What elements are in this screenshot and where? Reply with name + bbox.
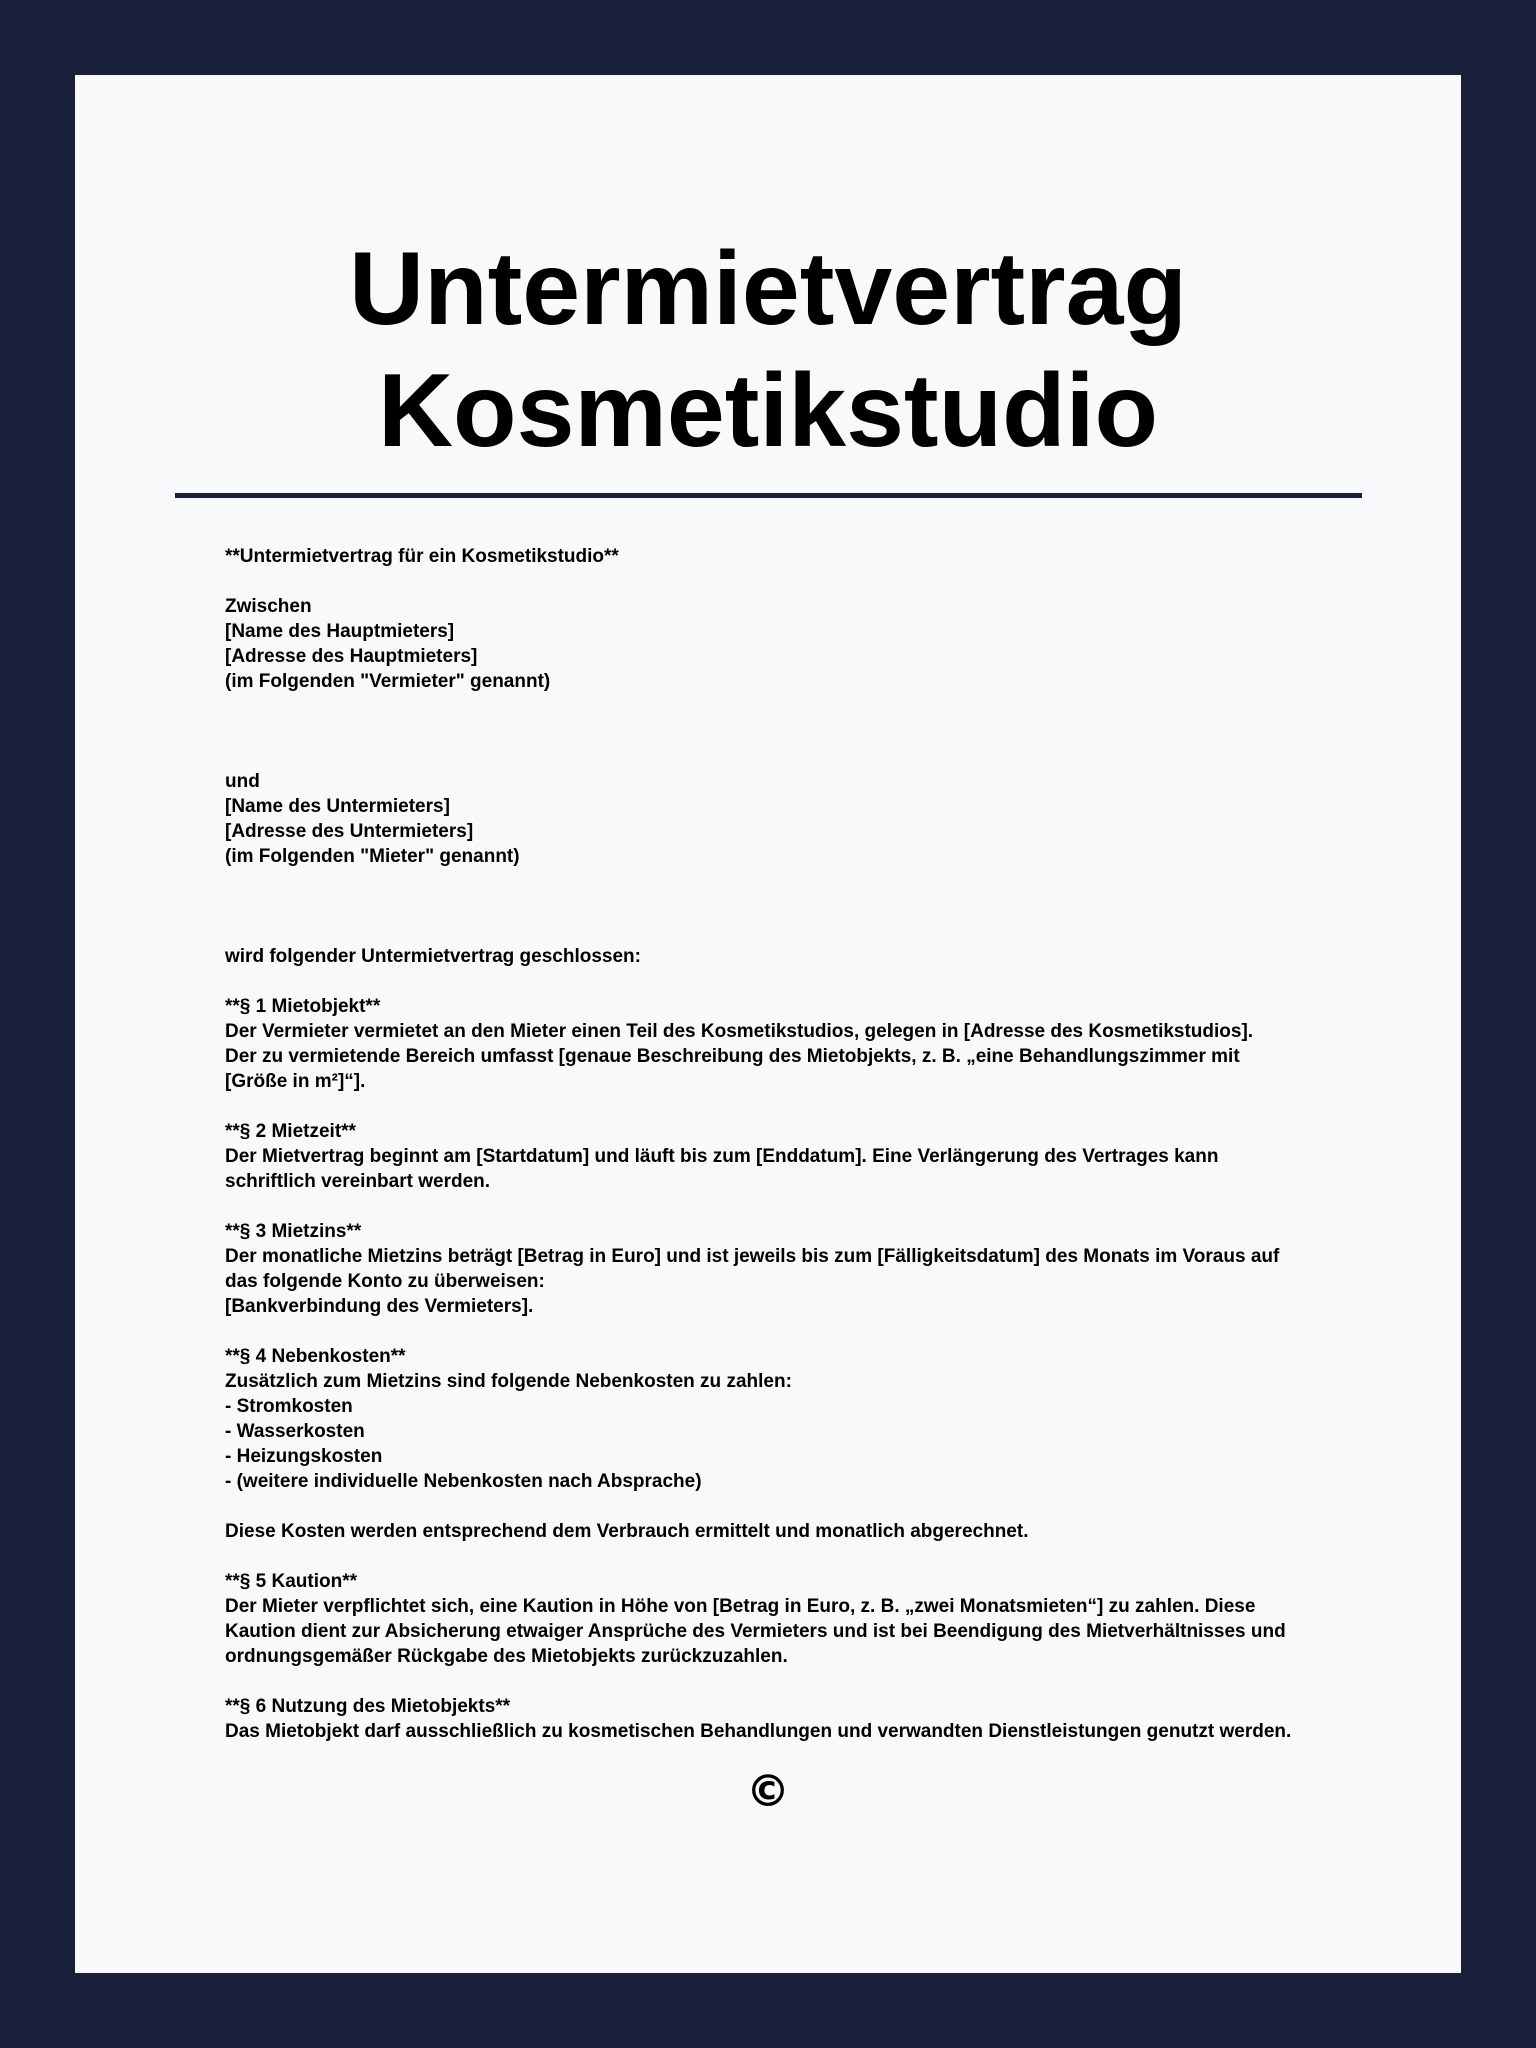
copyright-icon: © <box>746 1766 790 1817</box>
title-divider <box>175 493 1362 498</box>
title-line-2: Kosmetikstudio <box>377 353 1159 469</box>
title-line-1: Untermietvertrag <box>348 231 1188 347</box>
contract-body: **Untermietvertrag für ein Kosmetikstudio** Zwischen [Name des Hauptmieters] [Adresse des Hauptmieters] (im Folgenden "Vermieter" genannt) und [Name des Untermieters] [Adresse des Untermieters] (im Folgenden "Mieter" genannt) wird folgender Untermietvertrag geschlossen: **§ 1 Mietobjekt** Der Vermieter vermietet an den Mieter einen Teil des Kosmetikstudios, gelegen in [Adresse des Kosmetikstudios]. Der zu vermietende Bereich umfasst [genaue Beschreibung des Mietobjekts, z. B. „eine Behandlungszimmer mit [Größe in m²]“]. **§ 2 Mietzeit** Der Mietvertrag beginnt am [Startdatum] und läuft bis zum [Enddatum]. Eine Verlängerung des Vertrages kann schriftlich vereinbart werden. **§ 3 Mietzins** Der monatliche Mietzins beträgt [Betrag in Euro] und ist jeweils bis zum [Fälligkeitsdatum] des Monats im Voraus auf das folgende Konto zu überweisen: [Bankverbindung des Vermieters]. **§ 4 Nebenkosten** Zusätzlich zum Mietzins sind folgende Nebenkosten zu zahlen: - Stromkosten - Wasserkosten - Heizungskosten - (weitere individuelle Nebenkosten nach Absprache) Diese Kosten werden entsprechend dem Verbrauch ermittelt und monatlich abgerechnet. **§ 5 Kaution** Der Mieter verpflichtet sich, eine Kaution in Höhe von [Betrag in Euro, z. B. „zwei Monatsmieten“] zu zahlen. Diese Kaution dient zur Absicherung etwaiger Ansprüche des Vermieters und ist bei Beendigung des Mietverhältnisses und ordnungsgemäßer Rückgabe des Mietobjekts zurückzuzahlen. **§ 6 Nutzung des Mietobjekts** Das Mietobjekt darf ausschließlich zu kosmetischen Behandlungen und verwandten Dienstleistungen genutzt werden. <box>225 546 1292 1742</box>
document-title <box>75 228 1461 472</box>
document-page <box>75 75 1461 1973</box>
